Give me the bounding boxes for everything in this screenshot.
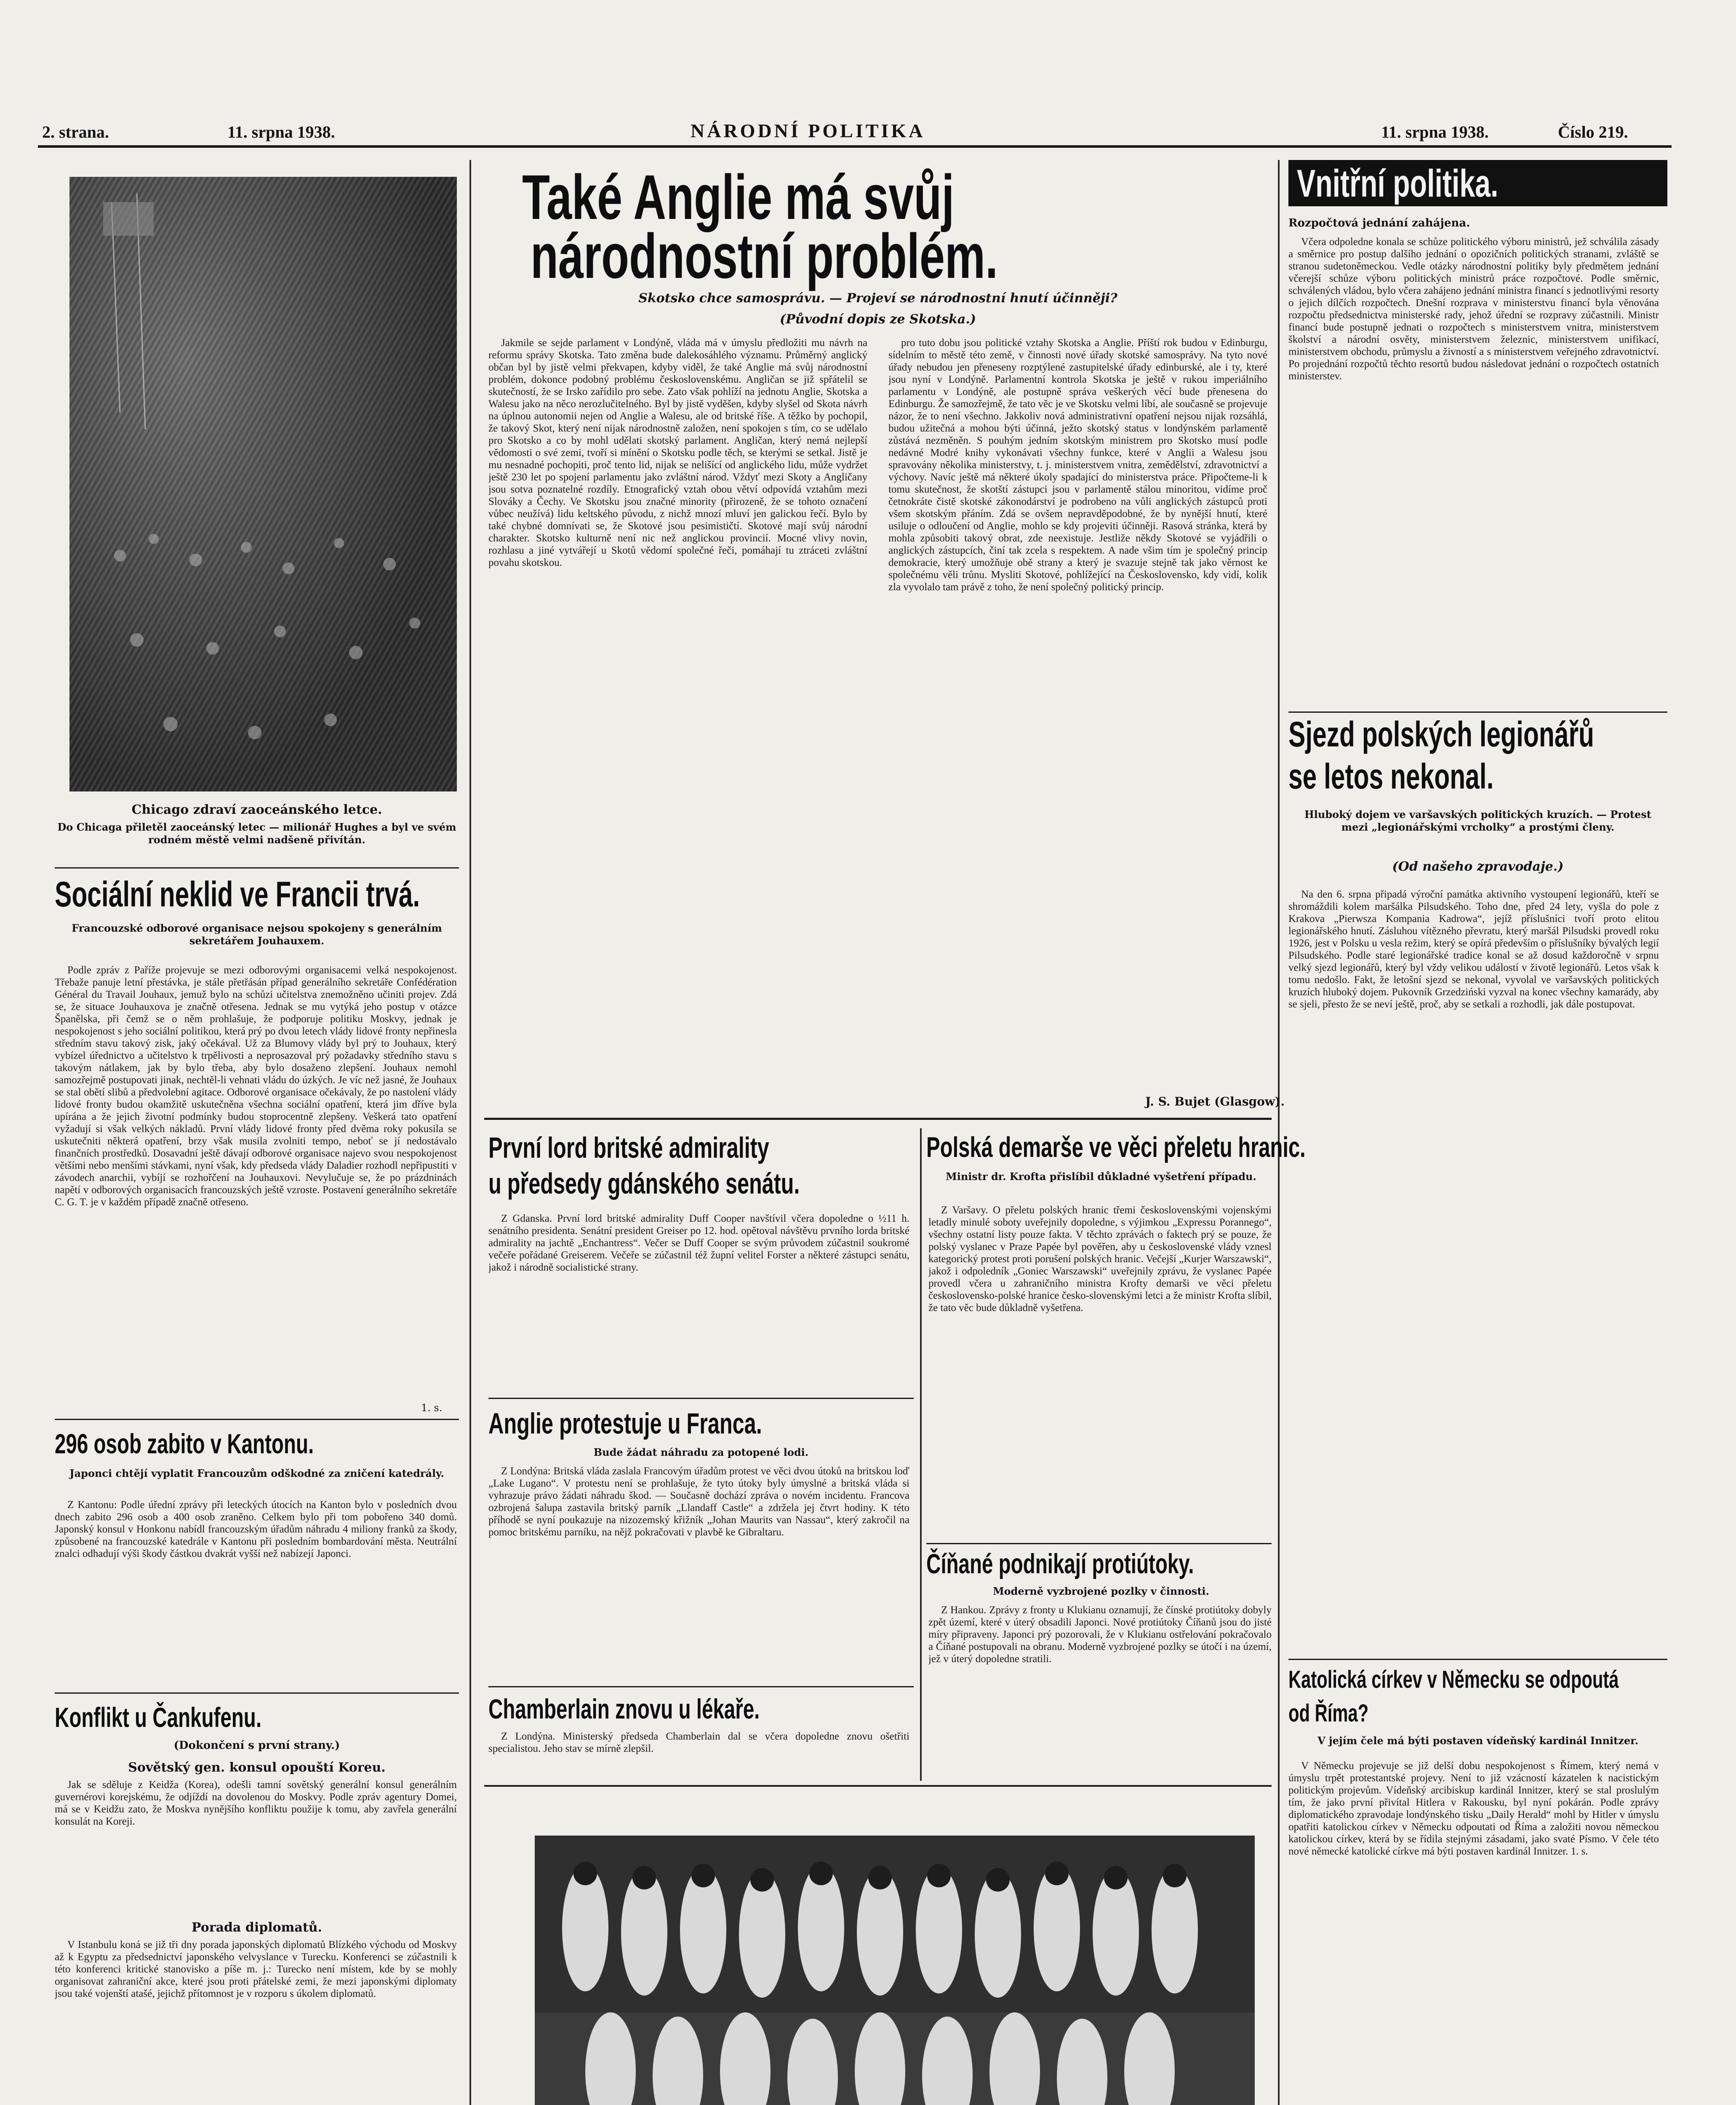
section-rule (55, 1692, 459, 1694)
legion-headline-1: Sjezd polských legionářů (1288, 714, 1594, 754)
conflict-article-2: V Istanbulu koná se již tři dny porada japonských diplomatů Blízkého východu od Moskvy až k Egyptu za předsednictví japonského velvyslance v Turecku. Konferenci se zúčastnili k této konferenci kritické stanovisko a píše m. j.: Turecko není místem, kde by se mohly organisovat zahraniční akce, které jsou proti přátelské zemi, že mezi japonskými diplomaty jsou také vojenští atašé, jejichž přítomnost je v rozporu s úkolem diplomatů. (55, 1939, 457, 1999)
church-subtitle: V jejím čele má býti postaven vídeňský kardinál Innitzer. (1317, 1735, 1638, 1747)
scotland-credit: (Původní dopis ze Skotska.) (780, 312, 976, 327)
page-number: 2. strana. (42, 123, 109, 141)
section-rule (55, 1419, 459, 1420)
section-rule (488, 1686, 914, 1687)
politics-article: Včera odpoledne konala se schůze politického výboru ministrů, jež schválila zásady a směrnice pro postup dalšího jednání o opozičních politických stranami, zvláště se stranou sudetoněmeckou. Vedle otázky národnostní politiky byly předmětem jednání včerejší schůze výboru politických ministrů práce rozpočtové. Podle směrnic, schválených vládou, bylo včera zahájeno jednání ministra financí s jednotlivými resorty o jejich dílčích rozpočtech. Dnešní rozprava v ministerstvu financí byla věnována rozpočtu předsednictva ministerské rady, jehož úřední se rozpravy zúčastnili. Ministr financí bude postupně jednati o rozpočtech s ministerstvem vnitra, ministerstvem školství a národní osvěty, ministerstvem železnic, ministerstvem unifikací, ministerstvem obchodu, průmyslu a živností a s ministerstvem veřejného zdravotnictví. Po projednání rozpočtů těchto resortů budou následovat jednání o rozpočtech ostatních ministerstev. (1288, 236, 1659, 382)
franco-article: Z Londýna: Britská vláda zaslala Francovým úřadům protest ve věci dvou útoků na britskou loď „Lake Lugano“. V protestu není se prohlašuje, že tyto útoky byly úmyslné a britská vláda si vyhrazuje právo žádati náhradu škod. — Současně dochází zpráva o novém incidentu. Francova ozbrojená šalupa zastavila britský parník „Llandaff Castle“ a zdržela jej čtvrt hodiny. K této příhodě se nyní poukazuje na nizozemský křižník „Johan Maurits van Nassau“, který zakročil na pomoc britskému parníku, na nějž pokračovati v plavbě ke Gibraltaru. (488, 1466, 909, 1538)
section-rule (488, 1398, 914, 1399)
legion-credit: (Od našeho zpravodaje.) (1392, 859, 1564, 874)
scotland-article-col2: pro tuto dobu jsou politické vztahy Skotska a Anglie. Příští rok budou v Edinburgu, sídelním to městě této země, v činnosti nové úřady skotské samosprávy. Na tyto nové úřady nebudou jen přeneseny rozptýlené zastupitelské úřady edinburské, ale i ty, které jsou nyní v Londýně. Parlamentní kontrola Skotska je ještě v rukou imperiálního parlamentu v Londýně, ale postupně správa veškerých věcí bude přenesena do Edinburgu. Že samozřejmě, že tato věc je ve Skotsku velmi líbí, ale současně se projevuje názor, že to není všechno. Jakkoliv nová administrativní opatření nejsou nijak rozsáhlá, budou užitečná a mohou býti účinná, ježto skotský status v londýnském parlamentě zůstává nezměněn. S pouhým jedním skotským ministrem pro Skotsko musí podle nedávné Modré knihy vykonávati všechny funkce, které v Anglii a Walesu jsou spravovány několika ministerstvy, t. j. ministerstvem vnitra, zemědělství, zdravotnictví a výchovy. Navíc ještě má některé úkoly spadající do ministerstva práce. Připočteme-li k tomu skutečnost, že skotští zástupci jsou v parlamentě stálou minoritou, vidíme proč četnokráte čistě skotské zákonodárství je podrobeno na vůli anglických zástupců proti všem skotským přáním. Zdá se ovšem nepravděpodobné, že by nynější hnutí, které usiluje o odloučení od Anglie, mohlo se kdy projeviti účinněji. Rasová stránka, která by mohla způsobiti takový obrat, zde neexistuje. Jestliže někdy Skotové se vyjádřili o anglických zástupcích, činí tak zcela s respektem. A nade všim tím je společný princip demokracie, který umožňuje obě strany a který je svazuje stejně tak jako věrnost ke společnému věli trůnu. Mysliti Skotové, pohlížející na Československo, kdy vidí, kolik zla vyvolalo tam právě z toho, že není společný politický princip. (888, 337, 1267, 593)
china-headline: Číňané podnikají protiútoky. (926, 1548, 1194, 1579)
column-divider (469, 160, 471, 2105)
kanton-article: Z Kantonu: Podle úřední zprávy při leteckých útocích na Kanton bylo v posledních dvou dnech zabito 296 osob a 400 osob zraněno. Celkem bylo při tom pobořeno 340 domů. Japonský konsul v Honkonu nabídl francouzským úřadům náhradu 4 miliony franků za škody, způsobené na francouzské katedrále v Kantonu při posledním bombardování města. Neutrální znalci odhadují výši škody částkou dvakrát vyšší než nabízejí Japonci. (55, 1499, 457, 1559)
scotland-article-col1: Jakmile se sejde parlament v Londýně, vláda má v úmyslu předložiti mu návrh na reformu správy Skotska. Tato změna bude dalekosáhlého významu. Průměrný anglický občan byl by jistě velmi překvapen, kdyby viděl, že také Anglie má svůj národnostní problém, dokonce podobný problému československému. Angličan se již spřátelil se skutečností, že se Irsko zařídilo pro sebe. Zato však pohlíží na jednotu Anglie, Skotska a Walesu jako na něco nerozlučitelného. Byl by jistě vyděšen, kdyby slyšel od Skota návrh na úplnou autonomii nejen od Anglie a Walesu, ale od britské říše. A těžko by pochopil, že takový Skot, který není nijak národnostně založen, není spokojen s tím, co se udělalo pro Skotsko a co by mohl udělati skotský parlament. Angličan, který nemá nejlepší vědomosti o své zemi, tvoří si mínění o Skotsku podle těch, se kterými se setkal. Jistě je mu nesnadné pochopiti, proč tento lid, nijak se nelišící od anglického lidu, může vydržet ještě 230 let po spojení parlamentu jako zvláštní národ. Vždyť mezi Skoty a Angličany jsou sotva poznatelné rozdíly. Etnografický vztah obou větví odpovídá vztahům mezi Slováky a Čechy. Ve Skotsku jsou značné minority (přirozeně, že se tohoto označení vůbec neužívá) lidu keltského původu, z nichž mnozí mluví jen galickou řečí. Bylo by také chybné domnívati se, že Skotové jsou pesimističtí. Skotové mají svůj národní charakter. Skotsko kulturně není nic než anglickou provincií. Mocné vlivy novin, rozhlasu a jiné vytvářejí u Skotů vědomí společné řeči, pomáhají tu ztráceti zvláštní povahu skotskou. (488, 337, 867, 568)
scotland-signature: J. S. Bujet (Glasgow). (1145, 1095, 1285, 1108)
section-rule (926, 1543, 1272, 1544)
section-rule (55, 867, 459, 869)
demarche-subtitle: Ministr dr. Krofta přislíbil důkladné vyšetření případu. (946, 1170, 1256, 1183)
crowd-illustration (69, 177, 457, 791)
demarche-headline: Polská demarše ve věci přeletu hranic. (926, 1131, 1306, 1163)
church-headline-1: Katolická církev v Německu se odpoutá (1288, 1666, 1619, 1693)
legion-subtitle: Hluboký dojem ve varšavských politických kruzích. — Protest mezi „legionářskými vrcholky“ a prostými členy. (1304, 808, 1651, 833)
kanton-subtitle: Japonci chtějí vyplatit Francouzům odškodné za zničení katedrály. (69, 1467, 444, 1479)
church-headline-2: od Říma? (1288, 1700, 1369, 1727)
church-article: V Německu projevuje se již delší dobu nespokojenost s Římem, který nemá v úmyslu trpět protestantské projevy. Není to již vzácností kázatelen k nacistickým politickým projevům. Vídeňský arcibiskup kardinál Innitzer, který se stal proslulým tím, že jako první přivítal Hitlera v Rakousku, byl nyní pokárán. Podle zprávy diplomatického zpravodaje londýnského tisku „Daily Herald“ mohl by Hitler v úmyslu opatřiti katolickou církev v Německu odpoutati od Říma a založiti novou německou katolickou církev, která by se řídila stejnými zásadami, jako svaté Písmo. V čele této nové německé katolické církve má býti postaven kardinál Innitzer. 1. s. (1288, 1760, 1659, 1857)
politics-title: Vnitřní politika. (1297, 162, 1499, 205)
china-article: Z Hankou. Zprávy z fronty u Klukianu oznamují, že čínské protiútoky dobyly zpět území, které v úterý obsadili Japonci. Nové protiútoky Číňanů jsou do jisté míry připraveny. Japonci prý pozorovali, že v Klukianu ostřelování pokračovalo a Číňané postupovali na obranu. Moderně vyzbrojené pozlky se útočí i na území, jež v úterý dopoledne stratili. (928, 1604, 1272, 1665)
chicago-photo (69, 177, 457, 791)
admiralty-headline-2: u předsedy gdánského senátu. (488, 1167, 800, 1200)
politics-title-box (1288, 160, 1667, 206)
issue-number: Číslo 219. (1558, 123, 1628, 141)
admiralty-headline-1: První lord britské admirality (488, 1131, 769, 1164)
header-date-left: 11. srpna 1938. (227, 123, 335, 141)
admiralty-article: Z Gdanska. První lord britské admirality Duff Cooper navštívil včera dopoledne o ½11 h. senátního presidenta. Senátní president Greiser po 12. hod. opětoval návštěvu prvního lorda britské admirality na jachtě „Enchantress“. Večer se Duff Cooper se svým průvodem zúčastnil soukromé večeře pořádané Greiserem. Večeře se zúčastnil též župní velitel Forster a některé zástupci senátu, jakož i národně socialistické strany. (488, 1213, 909, 1273)
chicago-caption-title: Chicago zdraví zaoceánského letce. (131, 802, 382, 817)
conflict-headline: Konflikt u Čankufenu. (55, 1702, 262, 1733)
section-rule (1288, 711, 1667, 713)
legion-article: Na den 6. srpna připadá výroční památka aktivního vystoupení legionářů, kteří se shromáždili kolem maršálka Pilsudského. Toho dne, před 24 lety, vyšla do pole z Krakova „Pierwsza Kompania Kadrowa“, jejíž příslušníci tvoří proto elitou legionářského hnutí. Zásluhou vítězného převratu, který maršál Pilsudski provedl roku 1926, jest v Polsku u vesla režim, který se opírá především o příslušníky bývalých legií Pilsudského. Podle staré legionářské tradice konal se až dosud každoročně v srpnu velký sjezd legionářů, který byl vždy velikou událostí v životě legionářů. Letos však k tomu nedošlo. Fakt, že letošní sjezd se nekonal, vyvolal ve varšavských politických kruzích hluboký dojem. Pukovník Grzedziński vyzval na konec všechny kamarády, aby se sjeli, přesto že se neví ještě, proč, aby se setkali a rozhodli, jak dále postupovat. (1288, 889, 1659, 1010)
section-rule (1288, 1659, 1667, 1660)
scotland-subtitle: Skotsko chce samosprávu. — Projeví se národnostní hnutí účinněji? (638, 291, 1117, 306)
section-rule (484, 1118, 1272, 1120)
franco-subtitle: Bude žádat náhradu za potopené lodi. (593, 1446, 809, 1458)
header-date-right: 11. srpna 1938. (1381, 123, 1489, 141)
france-headline: Sociální neklid ve Francii trvá. (55, 874, 420, 914)
conflict-article-1: Jak se sděluje z Keidža (Korea), odešli tamní sovětský generální konsul generálním guvernérovi korejskému, že odjíždí na dovolenou do Moskvy. Podle zpráv agentury Domei, má se v Keidžu zato, že Moskva nynějšího konfliktu použije k tomu, aby zavřela generální konsulát na Koreji. (55, 1779, 457, 1827)
france-subtitle: Francouzské odborové organisace nejsou spokojeny s generálním sekretářem Jouhauxem. (72, 922, 442, 947)
column-divider (920, 1128, 922, 1781)
conflict-subhead-1: Sovětský gen. konsul opouští Koreu. (128, 1760, 386, 1775)
legion-headline-2: se letos nekonal. (1288, 757, 1494, 796)
franco-headline: Anglie protestuje u Franca. (488, 1407, 762, 1440)
chile-photo (535, 1836, 1255, 2105)
scotland-headline-box (484, 162, 1272, 291)
masthead: NÁRODNÍ POLITIKA (691, 120, 925, 141)
chamberlain-headline: Chamberlain znovu u lékaře. (488, 1693, 760, 1724)
header-rule (38, 145, 1672, 148)
section-rule (484, 1785, 1272, 1787)
france-signature: 1. s. (421, 1402, 443, 1414)
group-photo-illustration (535, 1836, 1255, 2105)
kanton-headline: 296 osob zabito v Kantonu. (55, 1428, 314, 1459)
scotland-headline-2: národnostní problém. (531, 221, 998, 291)
france-article: Podle zpráv z Paříže projevuje se mezi odborovými organisacemi velká nespokojenost. Třebaže panuje letní přestávka, je stále přetřásán případ generálního sekretáře Confédération Général du Travail Jouhaux, jemuž bylo na schůzi učitelstva znemožněno učiniti projev. Zdá se, že situace Jouhauxova je značně otřesena. Jednak se mu vytýká jeho postup v otázce Španělska, při čemž se o něm prohlašuje, že podporuje politiku Moskvy, jednak je nespokojenost s jeho sociální politikou, která prý po dvou letech vlády lidové fronty nepřinesla středním stavu takový zisk, jaký očekával. Už za Blumovy vlády byl prý to Jouhaux, který vybízel úřednictvo a učitelstvo k trpělivosti a neprosazoval prý požadavky středního stavu s takovým nátlakem, jak by bylo třeba, aby bylo dosaženo zlepšení. Jouhaux nemohl samozřejmě postupovati jinak, nechtěl-li vehnati vládu do úzkých. Je víc než jasné, že Jouhaux se stal obětí slibů a předvolební agitace. Odborové organisace očekávaly, že po nastolení vlády lidové fronty budou okamžitě uskutečněna všechna sociální opatření, která jim dříve byla upírána a že jejich životní podmínky budou stoprocentně zlepšeny. Veškerá tato opatření vyžadují si však velkých nákladů. První vlády lidové fronty před dvěma roky pokusila se uskutečniti některá opatření, brzy však musila zvolniti tempo, neboť se jí nedostávalo finančních prostředků. Dosavadní ještě dávají odborové organisace najevo svou nespokojenost většími nebo menšími stávkami, nyní však, kdy předseda vlády Daladier rozhodl nepřipustiti v závodech anarchii, vybíjí se rozhořčení na Jouhauxovi. Nevylučuje se, že po prázdninách napětí v odborových organisacích francouzských ještě vzroste. Postavení generálního sekretáře C. G. T. je v každém případě značně otřeseno. (55, 965, 457, 1208)
chamberlain-article: Z Londýna. Ministerský předseda Chamberlain dal se včera dopoledne znovu ošetřiti specialistou. Jeho stav se mírně zlepšil. (488, 1731, 909, 1754)
conflict-continued: (Dokončení s první strany.) (173, 1739, 340, 1752)
politics-section-title: Rozpočtová jednání zahájena. (1288, 217, 1470, 229)
conflict-subhead-2: Porada diplomatů. (192, 1920, 322, 1935)
scotland-headline-1: Také Anglie má svůj (522, 162, 955, 232)
demarche-article: Z Varšavy. O přeletu polských hranic třemi československými vojenskými letadly minulé soboty uveřejnily dopoledne, s výjimkou „Expressu Porannego“, všechny ostatní listy pouze fakta. V těchto zprávách o faktech prý se pouze, že polský vyslanec v Praze Papée byl pověřen, aby u československé vlády vznesl kategorický protest proti porušení polských hranic. Večejší „Kurjer Warszawski“, jakož i odpoledník „Goniec Warszawski“ uveřejnily zprávu, že vyslanec Papée provedl včera u zahraničního ministra Krofty demarši ve věci přeletu československo-polské hranice česko-slovenskými letci a že ministr Krofta slíbil, že tato věc bude důkladně vyšetřena. (928, 1204, 1272, 1314)
chicago-caption-text: Do Chicaga přiletěl zaoceánský letec — milionář Hughes a byl ve svém rodném městě velmi nadšeně přivítán. (57, 821, 456, 846)
china-subtitle: Moderně vyzbrojené pozlky v činnosti. (993, 1585, 1209, 1597)
